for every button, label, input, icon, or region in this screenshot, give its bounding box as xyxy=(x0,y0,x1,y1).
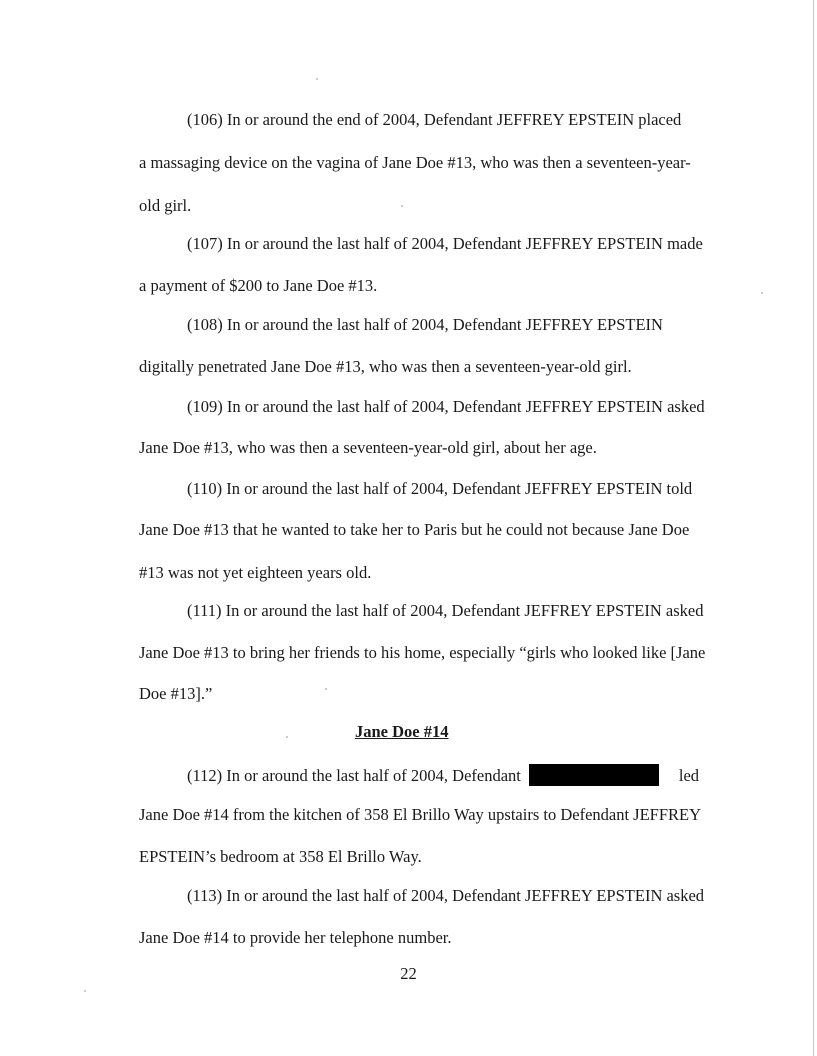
scan-speck xyxy=(401,205,403,207)
paragraph-110-line-3: #13 was not yet eighteen years old. xyxy=(139,563,372,582)
paragraph-110-line-1: (110) In or around the last half of 2004, Defendant JEFFREY EPSTEIN told xyxy=(187,479,693,498)
paragraph-112-line-1 xyxy=(187,764,699,786)
scan-speck xyxy=(325,688,327,690)
paragraph-106-line-2: a massaging device on the vagina of Jane Doe #13, who was then a seventeen-year- xyxy=(139,153,691,172)
paragraph-113-line-2: Jane Doe #14 to provide her telephone number. xyxy=(139,928,452,947)
paragraph-107-line-1: (107) In or around the last half of 2004, Defendant JEFFREY EPSTEIN made xyxy=(187,234,703,253)
paragraph-112-line-2: Jane Doe #14 from the kitchen of 358 El Brillo Way upstairs to Defendant JEFFREY xyxy=(139,805,702,824)
scan-speck xyxy=(84,990,86,992)
paragraph-113-line-1: (113) In or around the last half of 2004, Defendant JEFFREY EPSTEIN asked xyxy=(187,886,705,905)
paragraph-111-line-2: Jane Doe #13 to bring her friends to his home, especially “girls who looked like [Jane xyxy=(139,643,706,662)
paragraph-109-line-1: (109) In or around the last half of 2004, Defendant JEFFREY EPSTEIN asked xyxy=(187,397,705,416)
section-heading: Jane Doe #14 xyxy=(355,722,449,741)
redaction-block xyxy=(529,764,659,786)
paragraph-109-line-2: Jane Doe #13, who was then a seventeen-year-old girl, about her age. xyxy=(139,438,597,457)
scan-speck xyxy=(316,78,318,80)
scan-speck xyxy=(761,292,763,294)
paragraph-111-line-3: Doe #13].” xyxy=(139,684,213,703)
paragraph-108-line-1: (108) In or around the last half of 2004, Defendant JEFFREY EPSTEIN xyxy=(187,315,663,334)
paragraph-106-line-3: old girl. xyxy=(139,196,192,215)
scan-speck xyxy=(286,736,288,738)
page-number: 22 xyxy=(400,964,417,983)
paragraph-112-line-1-after: led xyxy=(678,766,700,785)
paragraph-106-line-1: (106) In or around the end of 2004, Defendant JEFFREY EPSTEIN placed xyxy=(187,110,682,129)
paragraph-112-line-3: EPSTEIN’s bedroom at 358 El Brillo Way. xyxy=(139,847,422,866)
paragraph-107-line-2: a payment of $200 to Jane Doe #13. xyxy=(139,276,378,295)
paragraph-110-line-2: Jane Doe #13 that he wanted to take her to Paris but he could not because Jane Doe xyxy=(139,520,690,539)
paragraph-111-line-1: (111) In or around the last half of 2004, Defendant JEFFREY EPSTEIN asked xyxy=(187,601,704,620)
paragraph-112-line-1-before: (112) In or around the last half of 2004, Defendant xyxy=(187,766,521,785)
paragraph-108-line-2: digitally penetrated Jane Doe #13, who was then a seventeen-year-old girl. xyxy=(139,357,632,376)
page-edge-line xyxy=(813,0,814,1056)
